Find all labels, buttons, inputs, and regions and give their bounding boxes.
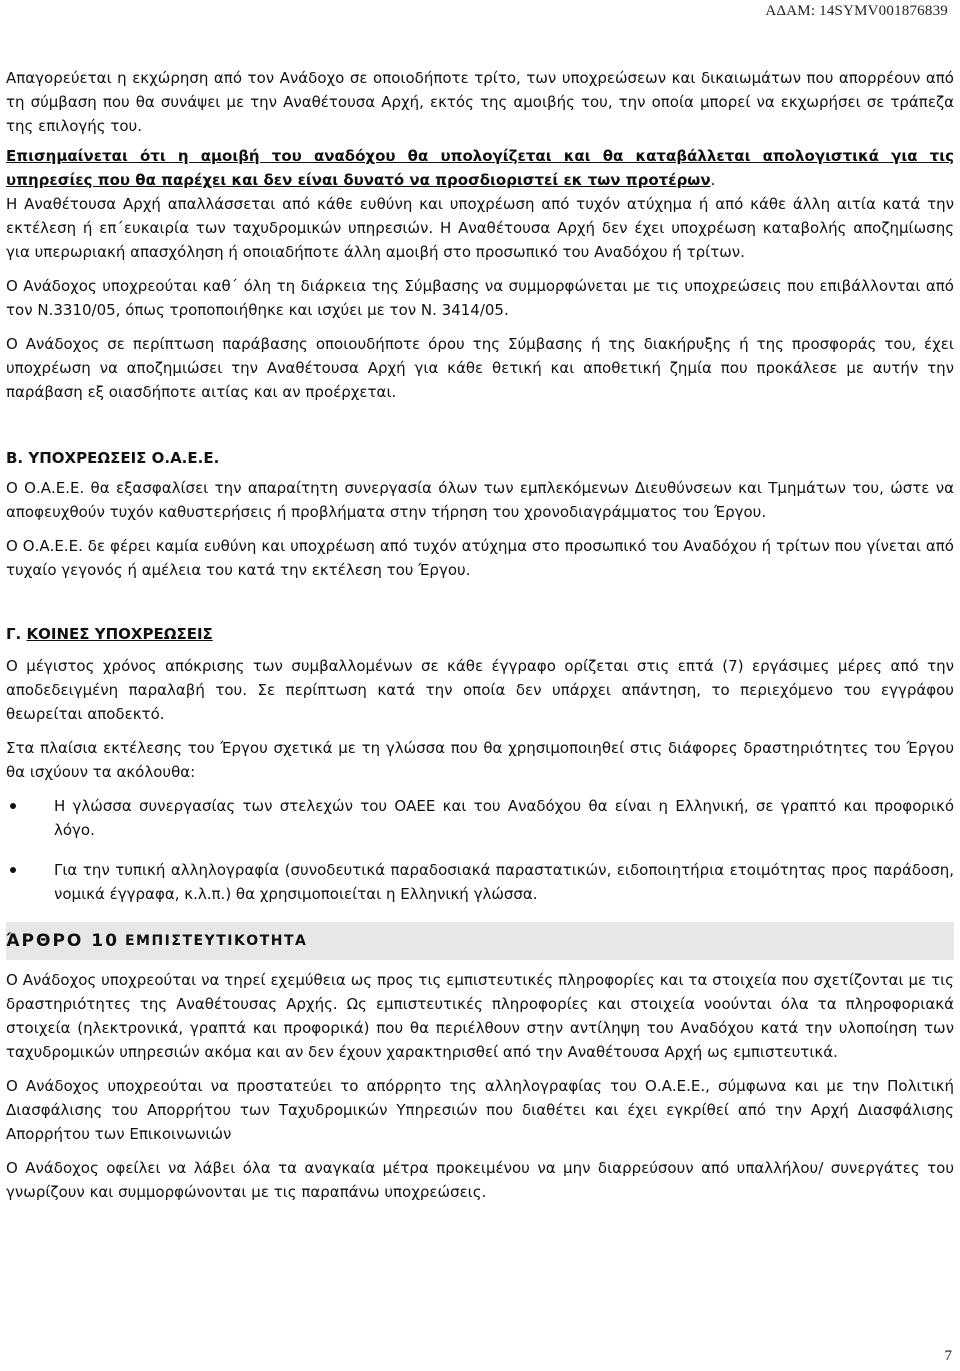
paragraph: Ο μέγιστος χρόνος απόκρισης των συμβαλλομένων σε κάθε έγγραφο ορίζεται στις επτά (7) εργάσιμες μέρες από την αποδεδειγμένη παραλαβή του. Σε περίπτωση κατά την οποία δεν υπάρχει απάντηση, το περιεχόμενο του εγγράφου θεωρείται αποδεκτό. [6,657,954,723]
paragraph: Ο Ο.Α.Ε.Ε. θα εξασφαλίσει την απαραίτητη συνεργασία όλων των εμπλεκόμενων Διευθύνσεων και Τμημάτων του, ώστε να αποφευχθούν τυχόν καθυστερήσεις ή προβλήματα στην τήρηση του χρονοδιαγράμματος του Έργου. [6,479,954,521]
section-heading-g [6,622,954,646]
ada-code: ΑΔΑΜ: 14SYMV001876839 [765,3,948,19]
paragraph: Ο Ανάδοχος υποχρεούται να προστατεύει το απόρρητο της αλληλογραφίας του Ο.Α.Ε.Ε., σύμφωνα και με την Πολιτική Διασφάλισης του Απορρήτου των Ταχυδρομικών Υπηρεσιών που διαθέτει και έχει εγκρίθεί από την Αρχή Διασφάλισης Απορρήτου των Επικοινωνιών [6,1077,954,1143]
list-item-text: Η γλώσσα συνεργασίας των στελεχών του ΟΑΕΕ και του Αναδόχου θα είναι η Ελληνική, σε γραπτό και προφορικό λόγο. [54,797,954,839]
paragraph: Ο Ανάδοχος υποχρεούται να τηρεί εχεμύθεια ως προς τις εμπιστευτικές πληροφορίες και τα στοιχεία που σχετίζονται με τις δραστηριότητες της Αναθέτουσας Αρχής. Ως εμπιστευτικές πληροφορίες και στοιχεία νοούνται όλα τα πληροφοριακά στοιχεία (ηλεκτρονικά, γραπτά και προφορικά) που θα περιέλθουν στην αντίληψη του Αναδόχου κατά την υλοποίηση των ταχυδρομικών υπηρεσιών ακόμα και αν δεν έχουν χαρακτηρισθεί από την Αναθέτουσα Αρχή ως εμπιστευτικά. [6,971,954,1061]
paragraph: Ο Ανάδοχος οφείλει να λάβει όλα τα αναγκαία μέτρα προκειμένου να μην διαρρεύσουν από υπαλλήλου/ συνεργάτες του γνωρίζουν και συμμορφώνονται με τις παραπάνω υποχρεώσεις. [6,1159,954,1201]
list-item-text: Για την τυπική αλληλογραφία (συνοδευτικά παραδοσιακά παραστατικών, ειδοποιητήρια ετοιμότητας προς παράδοση, νομικά έγγραφα, κ.λ.π.) θα χρησιμοποιείται η Ελληνική γλώσσα. [54,861,954,903]
bullet-list [6,794,954,906]
paragraph-emphasis [6,144,954,192]
article-title: ΕΜΠΙΣΤΕΥΤΙΚΟΤΗΤΑ [124,933,308,949]
paragraph: Απαγορεύεται η εκχώρηση από τον Ανάδοχο σε οποιοδήποτε τρίτο, των υποχρεώσεων και δικαιωμάτων που απορρέουν από τη σύμβαση που θα συνάψει με την Αναθέτουσα Αρχή, εκτός της αμοιβής του, την οποία μπορεί να εκχωρήσει σε τράπεζα της επιλογής του. [6,69,954,135]
page-number: 7 [944,1348,952,1364]
emphasis-text: Επισημαίνεται ότι η αμοιβή του αναδόχου θα υπολογίζεται και θα καταβάλλεται απολογιστικά για τις υπηρεσίες που θα παρέχει και δεν είναι δυνατό να προσδιοριστεί εκ των προτέρων [6,147,954,189]
section-title: ΚΟΙΝΕΣ ΥΠΟΧΡΕΩΣΕΙΣ [26,625,213,643]
paragraph: Η Αναθέτουσα Αρχή απαλλάσσεται από κάθε ευθύνη και υποχρέωση από τυχόν ατύχημα ή από κάθε άλλη αιτία κατά την εκτέλεση ή επ΄ευκαιρία των ταχυδρομικών υπηρεσιών. Η Αναθέτουσα Αρχή δεν έχει υποχρέωση καταβολής αποζημίωσης για υπερωριακή απασχόληση ή οποιαδήποτε άλλη αμοιβή στο προσωπικό του Αναδόχου ή τρίτων. [6,195,954,261]
bullet-icon [10,803,16,809]
list-item [6,794,954,842]
emphasis-period: . [710,171,716,189]
document-body [6,66,954,1204]
paragraph: Ο Ανάδοχος σε περίπτωση παράβασης οποιουδήποτε όρου της Σύμβασης ή της διακήρυξης ή της προσφοράς του, έχει υποχρέωση να αποζημιώσει την Αναθέτουσα Αρχή για κάθε θετική και αποθετική ζημία που προκάλεσε με αυτήν την παράβαση εξ οιασδήποτε αιτίας και αν προέρχεται. [6,335,954,401]
list-item [6,858,954,906]
section-heading-b: Β. ΥΠΟΧΡΕΩΣΕΙΣ Ο.Α.Ε.Ε. [6,449,220,467]
paragraph: Ο Ο.Α.Ε.Ε. δε φέρει καμία ευθύνη και υποχρέωση από τυχόν ατύχημα στο προσωπικό του Αναδόχου ή τρίτων που γίνεται από τυχαίο γεγονός ή αμέλεια του κατά την εκτέλεση του Έργου. [6,537,954,579]
bullet-icon [10,867,16,873]
article-heading [6,922,954,960]
section-letter: Γ. [6,625,22,643]
paragraph: Στα πλαίσια εκτέλεσης του Έργου σχετικά με τη γλώσσα που θα χρησιμοποιηθεί στις διάφορες δραστηριότητες του Έργου θα ισχύουν τα ακόλουθα: [6,739,954,781]
paragraph: Ο Ανάδοχος υποχρεούται καθ΄ όλη τη διάρκεια της Σύμβασης να συμμορφώνεται με τις υποχρεώσεις που επιβάλλονται από τον Ν.3310/05, όπως τροποποιήθηκε και ισχύει με τον Ν. 3414/05. [6,277,954,319]
article-number: ΆΡΘΡΟ 10 [6,931,119,951]
